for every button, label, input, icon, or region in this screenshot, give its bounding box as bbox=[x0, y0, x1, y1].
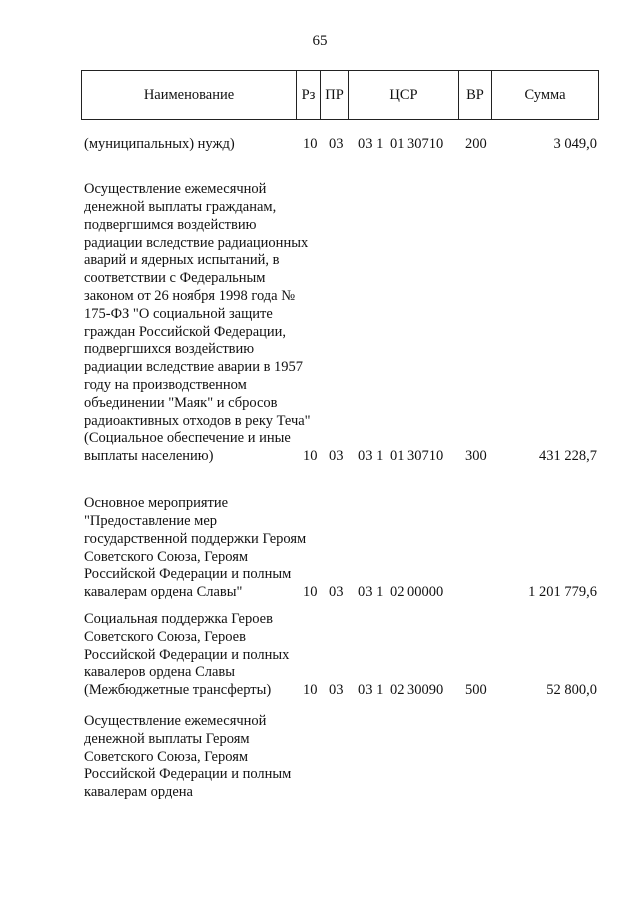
header-rz: Рз bbox=[297, 71, 321, 119]
table-header bbox=[81, 70, 599, 120]
table-row bbox=[84, 495, 597, 602]
row-sum: 52 800,0 bbox=[546, 682, 597, 699]
header-vr: ВР bbox=[459, 71, 492, 119]
row-csr-code: 30090 bbox=[407, 682, 444, 699]
header-csr: ЦСР bbox=[349, 71, 459, 119]
table-row bbox=[84, 181, 597, 466]
row-sum: 3 049,0 bbox=[553, 136, 597, 153]
row-csr-code: 00000 bbox=[407, 584, 444, 601]
header-pr: ПР bbox=[321, 71, 349, 119]
row-csr-program: 03 1 bbox=[358, 136, 384, 153]
row-vr: 500 bbox=[465, 682, 487, 699]
header-sum: Сумма bbox=[524, 86, 566, 103]
row-rz: 10 bbox=[303, 136, 318, 153]
row-csr-sub: 01 bbox=[390, 448, 405, 465]
row-name: Осуществление ежемесячной денежной выплаты гражданам, подвергшимся воздействию радиации вследствие радиационных аварий и ядерных испытаний, в соответствии с Федеральным законом от 26 ноября 1998 года № 175-ФЗ "О социальной защите граждан Российской Федерации, подвергшихся воздействию радиации вследствие аварии в 1957 году на производственном объединении "Маяк" и сбросов радиоактивных отходов в реку Теча" (Социальное обеспечение и иные выплаты населению) bbox=[84, 181, 311, 465]
table-row bbox=[84, 713, 597, 802]
row-csr-sub: 01 bbox=[390, 136, 405, 153]
table-row bbox=[84, 611, 597, 700]
row-sum: 1 201 779,6 bbox=[528, 584, 597, 601]
row-pr: 03 bbox=[329, 448, 344, 465]
table-row bbox=[84, 136, 597, 154]
row-pr: 03 bbox=[329, 682, 344, 699]
row-rz: 10 bbox=[303, 682, 318, 699]
row-name: Социальная поддержка Героев Советского Союза, Героев Российской Федерации и полных кавалеров ордена Славы (Межбюджетные трансферты) bbox=[84, 611, 290, 699]
row-csr-program: 03 1 bbox=[358, 682, 384, 699]
row-name: Основное мероприятие "Предоставление мер государственной поддержки Героям Советского Союза, Героям Российской Федерации и полным кавалерам ордена Славы" bbox=[84, 495, 307, 601]
row-pr: 03 bbox=[329, 584, 344, 601]
header-name: Наименование bbox=[82, 71, 297, 119]
row-rz: 10 bbox=[303, 584, 318, 601]
row-name: Осуществление ежемесячной денежной выплаты Героям Советского Союза, Героям Российской Федерации и полным кавалерам ордена bbox=[84, 713, 292, 801]
row-csr-sub: 02 bbox=[390, 682, 405, 699]
row-csr-code: 30710 bbox=[407, 136, 444, 153]
row-rz: 10 bbox=[303, 448, 318, 465]
row-csr-code: 30710 bbox=[407, 448, 444, 465]
row-csr-program: 03 1 bbox=[358, 584, 384, 601]
page-number: 65 bbox=[312, 33, 328, 49]
row-pr: 03 bbox=[329, 136, 344, 153]
row-sum: 431 228,7 bbox=[539, 448, 597, 465]
row-csr-program: 03 1 bbox=[358, 448, 384, 465]
row-name: (муниципальных) нужд) bbox=[84, 136, 235, 153]
row-csr-sub: 02 bbox=[390, 584, 405, 601]
row-vr: 200 bbox=[465, 136, 487, 153]
row-vr: 300 bbox=[465, 448, 487, 465]
